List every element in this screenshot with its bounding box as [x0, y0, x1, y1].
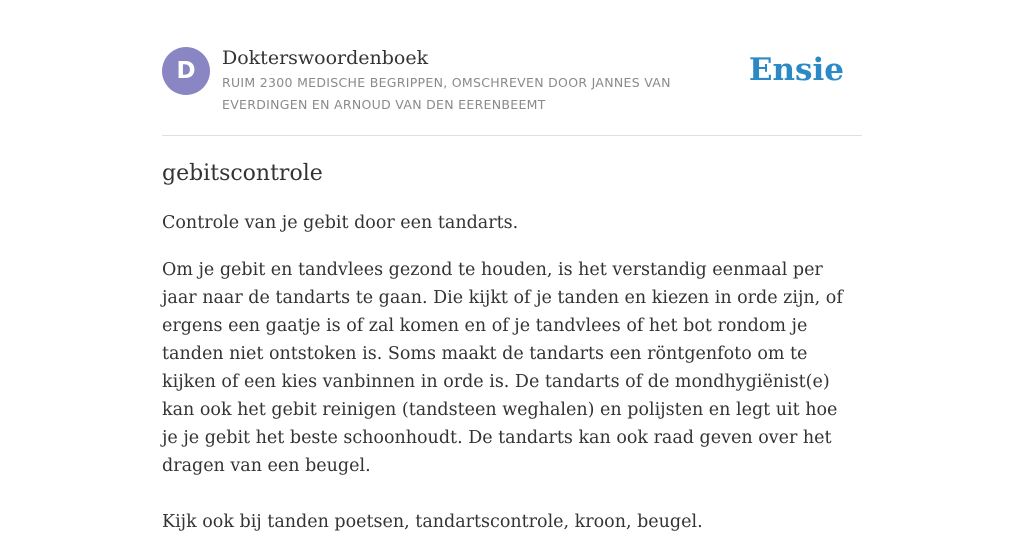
- dictionary-avatar[interactable]: D: [162, 47, 210, 95]
- header: [162, 46, 862, 136]
- ensie-logo-link[interactable]: Ensie: [748, 52, 844, 88]
- dictionary-title[interactable]: Dokterswoordenboek: [222, 47, 429, 69]
- entry-definition: Controle van je gebit door een tandarts.: [162, 213, 519, 233]
- dictionary-subtitle: RUIM 2300 MEDISCHE BEGRIPPEN, OMSCHREVEN DOOR JANNES VAN EVERDINGEN EN ARNOUD VAN DEN EERENBEEMT: [222, 75, 671, 112]
- see-also: Kijk ook bij tanden poetsen, tandartscontrole, kroon, beugel.: [162, 512, 703, 532]
- entry-content: [162, 157, 862, 536]
- entry-term: gebitscontrole: [162, 161, 323, 186]
- entry-body: Om je gebit en tandvlees gezond te houden, is het verstandig eenmaal per jaar naar de tandarts te gaan. Die kijkt of je tanden en kiezen in orde zijn, of ergens een gaatje is of zal komen en of je tandvlees of het bot rondom je tanden niet ontstoken is. Soms maakt de tandarts een röntgenfoto om te kijken of een kies vanbinnen in orde is. De tandarts of de mondhygiënist(e) kan ook het gebit reinigen (tandsteen weghalen) en polijsten en legt uit hoe je je gebit het beste schoonhoudt. De tandarts kan ook raad geven over het dragen van een beugel.: [162, 260, 843, 476]
